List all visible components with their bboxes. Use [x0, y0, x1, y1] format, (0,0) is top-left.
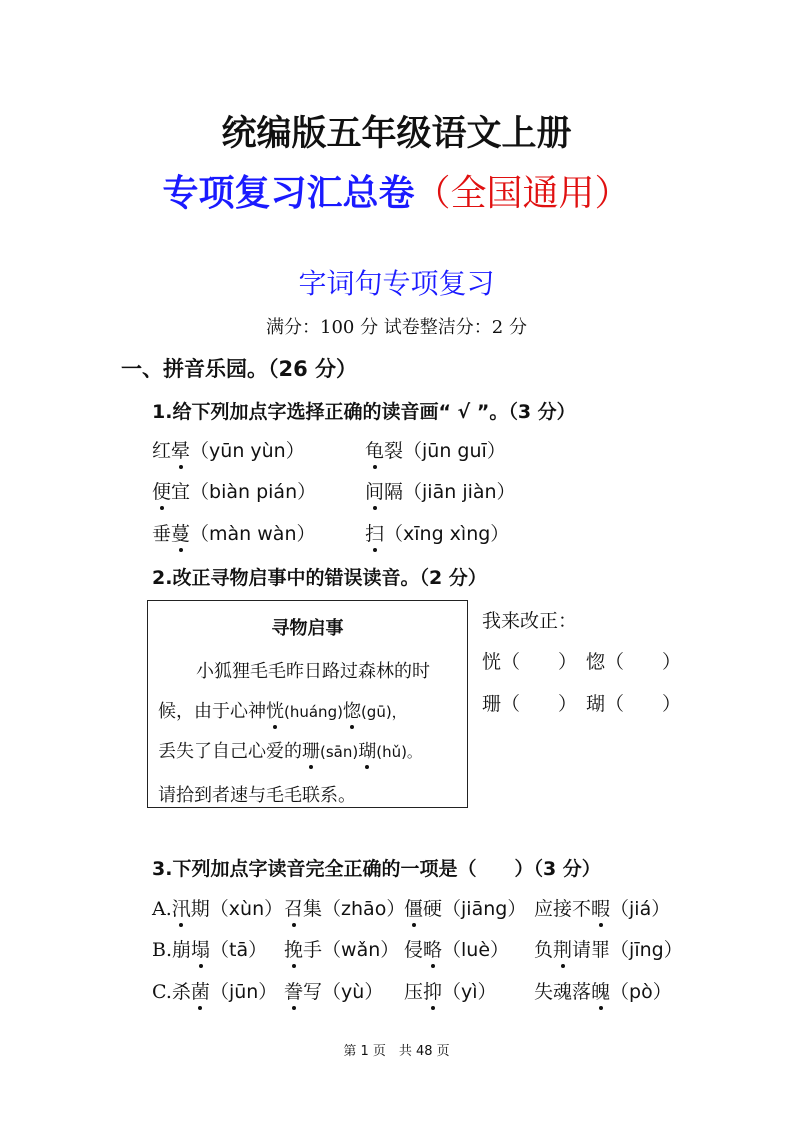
score-line: 满分：100 分 试卷整洁分：2 分	[266, 317, 527, 338]
q1-item: 垂蔓（màn wàn）	[152, 519, 316, 546]
q3-option-b[interactable]: B.崩塌（tā）	[152, 935, 267, 962]
page-footer: 第 1 页 共 48 页	[343, 1044, 450, 1059]
q3-item: 誊写（yù）	[284, 977, 383, 1004]
correction-blank[interactable]: 珊（ ）	[482, 693, 578, 715]
q3-option-a[interactable]: A.汛期（xùn）	[152, 894, 283, 921]
q3-item: 召集（zhāo）	[284, 894, 405, 921]
q1-item: 便宜（biàn pián）	[152, 477, 316, 504]
question-2-title: 2.改正寻物启事中的错误读音。（2 分）	[152, 567, 487, 589]
q3-item: 压抑（yì）	[404, 977, 497, 1004]
q3-item: 僵硬（jiāng）	[404, 894, 526, 921]
notice-line: 丢失了自己心爱的珊(sān)瑚(hǔ)。	[158, 737, 422, 763]
q3-item: 侵略（luè）	[404, 935, 509, 962]
q1-item: 间隔（jiān jiàn）	[365, 477, 516, 504]
notice-line: 候，由于心神恍(huáng)惚(gū)，	[158, 697, 407, 723]
correction-label: 我来改正：	[482, 610, 578, 632]
document-title: 统编版五年级语文上册	[221, 113, 572, 154]
q3-option-c[interactable]: C.杀菌（jūn）	[152, 977, 277, 1004]
correction-blank[interactable]: 惚（ ）	[586, 651, 682, 673]
q3-item: 应接不暇（jiá）	[534, 894, 670, 921]
question-1-title: 1.给下列加点字选择正确的读音画“ √ ”。（3 分）	[152, 401, 576, 423]
question-3-title: 3.下列加点字读音完全正确的一项是（ ）（3 分）	[152, 858, 601, 880]
q1-item: 扫（xīng xìng）	[365, 519, 509, 546]
q3-item: 负荆请罪（jīng）	[534, 935, 683, 962]
notice-line: 请拾到者速与毛毛联系。	[158, 785, 356, 806]
q1-item: 红晕（yūn yùn）	[152, 436, 305, 463]
section-title: 字词句专项复习	[298, 267, 495, 300]
q3-item: 失魂落魄（pò）	[534, 977, 672, 1004]
correction-blank[interactable]: 恍（ ）	[482, 651, 578, 673]
part1-heading: 一、拼音乐园。（26 分）	[121, 357, 358, 381]
subtitle-scope: （全国通用）	[414, 173, 631, 214]
document-subtitle	[0, 165, 793, 216]
subtitle-main: 专项复习汇总卷	[162, 173, 415, 214]
notice-title: 寻物启事	[271, 618, 344, 639]
lost-notice-box	[147, 600, 468, 808]
q3-item: 挽手（wǎn）	[284, 935, 399, 962]
notice-line: 小狐狸毛毛昨日路过森林的时	[196, 661, 430, 682]
q1-item: 龟裂（jūn guī）	[365, 436, 506, 463]
correction-blank[interactable]: 瑚（ ）	[586, 693, 682, 715]
